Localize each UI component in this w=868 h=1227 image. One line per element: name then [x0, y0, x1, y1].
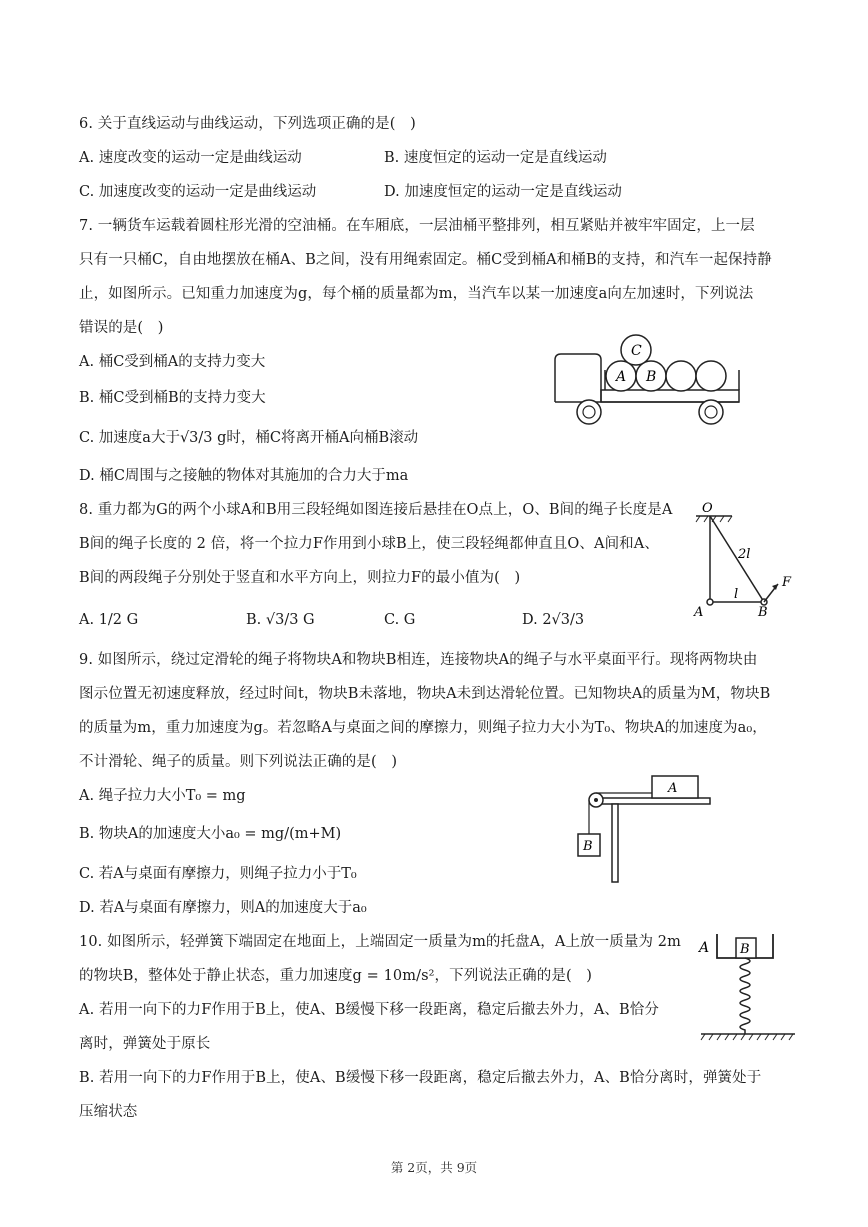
- q8-stem-line-2: B间的绳子长度的 2 倍，将一个拉力F作用到小球B上，使三段轻绳都伸直且O、A间和A、: [79, 536, 659, 552]
- label-b: B: [583, 839, 593, 854]
- q9-option-c: C. 若A与桌面有摩擦力，则绳子拉力小于T₀: [79, 866, 357, 882]
- q8-stem-line-3: B间的两段绳子分别处于竖直和水平方向上，则拉力F的最小值为( ): [79, 570, 521, 586]
- q9-option-a: A. 绳子拉力大小T₀ = mg: [79, 788, 246, 804]
- label-b: B: [758, 605, 768, 620]
- label-l: l: [734, 587, 739, 602]
- q9-option-d: D. 若A与桌面有摩擦力，则A的加速度大于a₀: [79, 900, 367, 916]
- q6-option-d: D. 加速度恒定的运动一定是直线运动: [384, 184, 622, 200]
- q7-stem-line-2: 只有一只桶C，自由地摆放在桶A、B之间，没有用绳索固定。桶C受到桶A和桶B的支持，和汽车一起保持静: [79, 252, 772, 268]
- spring: [740, 958, 750, 1034]
- q9-stem-line-3: 的质量为m，重力加速度为g。若忽略A与桌面之间的摩擦力，则绳子拉力大小为T₀、物块A的加速度为a₀，: [79, 720, 767, 736]
- label-a: A: [694, 605, 704, 620]
- label-a: A: [668, 781, 678, 796]
- q7-stem-line-4: 错误的是( ): [79, 320, 164, 336]
- q10-stem-line-1: 10. 如图所示，轻弹簧下端固定在地面上，上端固定一质量为m的托盘A，A上放一质量为 2m: [79, 934, 681, 950]
- label-c: C: [631, 343, 642, 359]
- q9-stem-line-4: 不计滑轮、绳子的质量。则下列说法正确的是( ): [79, 754, 398, 770]
- q10-option-a-line-1: A. 若用一向下的力F作用于B上，使A、B缓慢下移一段距离，稳定后撤去外力，A、B恰分: [79, 1002, 659, 1018]
- q10-stem-line-2: 的物块B，整体处于静止状态，重力加速度g = 10m/s²，下列说法正确的是( ): [79, 968, 593, 984]
- page-footer: 第 2页，共 9页: [390, 1160, 478, 1175]
- label-b: B: [740, 942, 750, 957]
- barrel: [696, 361, 726, 391]
- pendulum-figure: [690, 500, 800, 620]
- label-o: O: [702, 501, 713, 516]
- q7-stem-line-3: 止，如图所示。已知重力加速度为g，每个桶的质量都为m，当汽车以某一加速度a向左加速时，下列说法: [79, 286, 754, 302]
- q6-option-b: B. 速度恒定的运动一定是直线运动: [384, 150, 607, 166]
- q7-option-d: D. 桶C周围与之接触的物体对其施加的合力大于ma: [79, 468, 409, 484]
- label-2l: 2l: [738, 547, 751, 562]
- q7-option-b: B. 桶C受到桶B的支持力变大: [79, 390, 266, 406]
- q7-stem-line-1: 7. 一辆货车运载着圆柱形光滑的空油桶。在车厢底，一层油桶平整排列，相互紧贴并被牢牢固定，上一层: [79, 218, 755, 234]
- barrel: [666, 361, 696, 391]
- label-f: F: [782, 575, 792, 590]
- truck-figure: [545, 330, 745, 430]
- q9-option-b: B. 物块A的加速度大小a₀ = mg/(m+M): [79, 826, 342, 842]
- ball-a: [707, 599, 713, 605]
- q6-option-c: C. 加速度改变的运动一定是曲线运动: [79, 184, 317, 200]
- q9-stem-line-2: 图示位置无初速度释放，经过时间t，物块B未落地，物块A未到达滑轮位置。已知物块A的质量为M，物块B: [79, 686, 771, 702]
- q10-option-b-line-1: B. 若用一向下的力F作用于B上，使A、B缓慢下移一段距离，稳定后撤去外力，A、B恰分离时，弹簧处于: [79, 1070, 762, 1086]
- q10-option-b-line-2: 压缩状态: [79, 1104, 138, 1120]
- wheel-rear: [699, 400, 723, 424]
- q8-option-c: C. G: [384, 612, 416, 628]
- q6-stem: 6. 关于直线运动与曲线运动，下列选项正确的是( ): [79, 116, 416, 132]
- spring-figure: [695, 928, 805, 1048]
- truck-bed: [601, 390, 739, 402]
- q8-option-b: B. √3/3 G: [246, 612, 315, 628]
- label-a: A: [699, 940, 710, 956]
- q7-option-a: A. 桶C受到桶A的支持力变大: [79, 354, 266, 370]
- q6-option-a: A. 速度改变的运动一定是曲线运动: [79, 150, 302, 166]
- q8-option-d: D. 2√3/3: [522, 612, 585, 628]
- q10-option-a-line-2: 离时，弹簧处于原长: [79, 1036, 211, 1052]
- label-b: B: [646, 369, 657, 385]
- truck-cab: [555, 354, 601, 402]
- q9-stem-line-1: 9. 如图所示，绕过定滑轮的绳子将物块A和物块B相连，连接物块A的绳子与水平桌面平行。现将两物块由: [79, 652, 758, 668]
- q8-stem-line-1: 8. 重力都为G的两个小球A和B用三段轻绳如图连接后悬挂在O点上，O、B间的绳子长度是A: [79, 502, 673, 518]
- table-top: [600, 798, 710, 804]
- table-leg: [612, 804, 618, 882]
- q8-option-a: A. 1/2 G: [79, 612, 139, 628]
- label-a: A: [616, 369, 627, 385]
- pulley-figure: [570, 770, 720, 885]
- q7-option-c: C. 加速度a大于√3/3 g时，桶C将离开桶A向桶B滚动: [79, 430, 419, 446]
- wheel-front: [577, 400, 601, 424]
